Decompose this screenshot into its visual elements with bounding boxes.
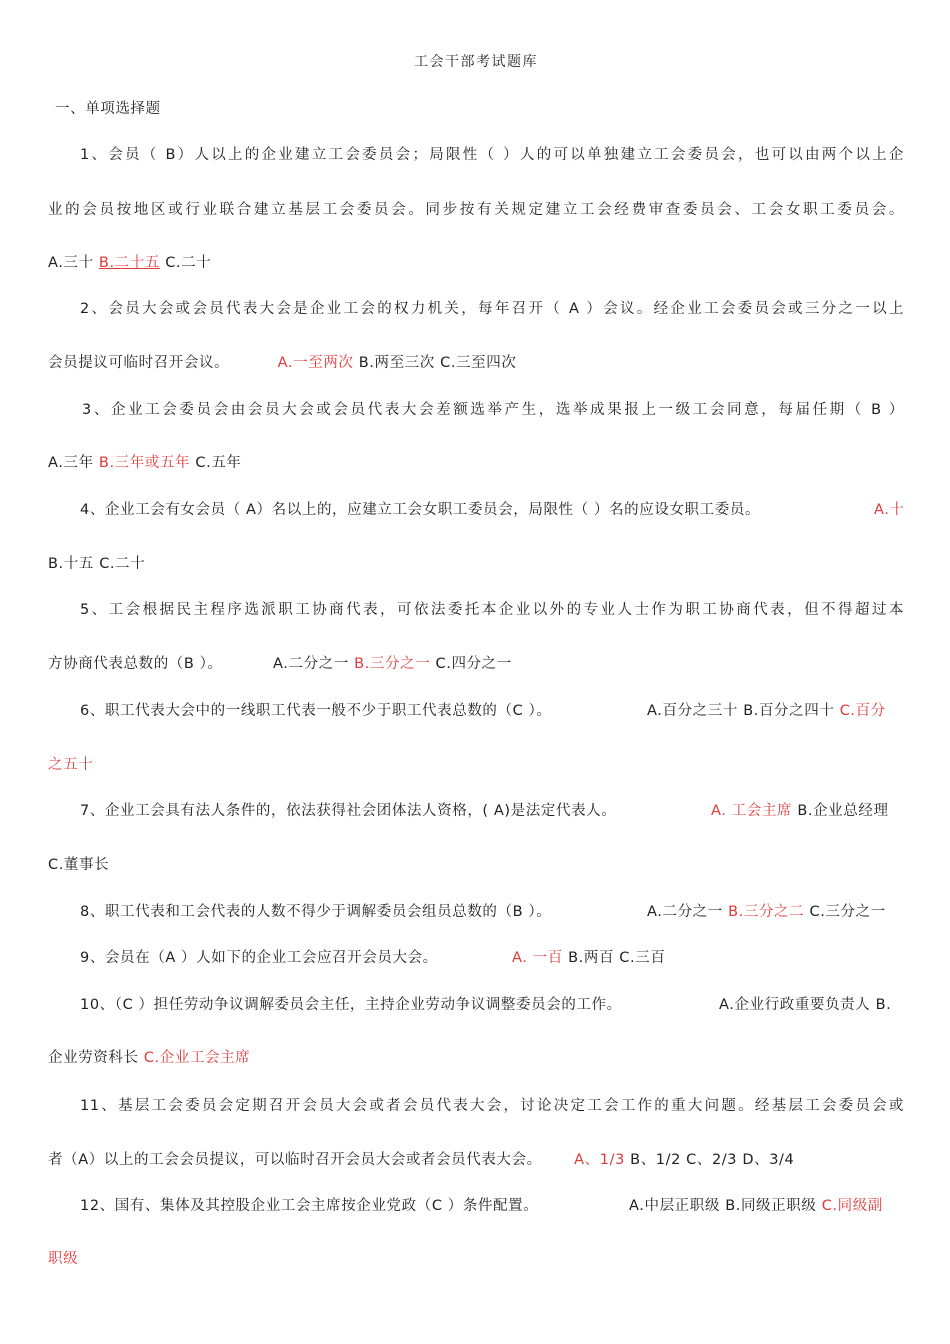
q8-option-b-answer: B.三分之二 [728, 904, 805, 920]
q11-option-a-answer: A、1/3 [574, 1152, 625, 1168]
q12-option-c-answer-part-1: C.同级副 [821, 1198, 883, 1214]
q4-option-a-answer: A.十 [874, 502, 905, 518]
q11-option-b: B、1/2 [630, 1152, 681, 1168]
page-title: 工会干部考试题库 [414, 54, 538, 70]
question-11-line-2 [48, 1150, 794, 1170]
q10-option-a: A.企业行政重要负责人 [719, 997, 871, 1013]
question-8-line-1: 8、职工代表和工会代表的人数不得少于调解委员会组员总数的（B ）。 [80, 904, 552, 920]
q9-option-a-answer: A. 一百 [512, 950, 563, 966]
q3-option-c: C.五年 [195, 455, 242, 471]
q10-option-c-answer: C.企业工会主席 [143, 1050, 251, 1066]
question-8-options [647, 902, 886, 922]
q12-option-c-answer-part-2: 职级 [48, 1251, 79, 1267]
question-6-line-1: 6、职工代表大会中的一线职工代表一般不少于职工代表总数的（C ）。 [80, 703, 552, 719]
q8-option-c: C.三分之一 [809, 904, 886, 920]
q3-option-a: A.三年 [48, 455, 94, 471]
question-3-options [48, 453, 242, 473]
question-7-line-1: 7、企业工会具有法人条件的，依法获得社会团体法人资格，( A)是法定代表人。 [80, 803, 617, 819]
q6-option-b: B.百分之四十 [743, 703, 835, 719]
question-2-line-1: 2、会员大会或会员代表大会是企业工会的权力机关，每年召开（ A ）会议。经企业工会委员会或三分之一以上 [80, 301, 904, 317]
question-5-line-2 [48, 654, 512, 674]
question-7-options [711, 801, 889, 821]
q5-text: 方协商代表总数的（B ）。 [48, 656, 223, 672]
q4-option-c: C.二十 [99, 556, 146, 572]
q8-option-a: A.二分之一 [647, 904, 723, 920]
q4-option-b: B.十五 [48, 556, 94, 572]
q5-option-a: A.二分之一 [273, 656, 349, 672]
q10-option-b-part-1: B. [875, 997, 892, 1013]
question-1-line-1: 1、会员（ B）人以上的企业建立工会委员会；局限性（ ）人的可以单独建立工会委员会，也可以由两个以上企 [80, 147, 904, 163]
question-10-options [719, 995, 891, 1015]
q6-option-c-answer-part-1: C.百分 [839, 703, 886, 719]
q2-option-c: C.三至四次 [440, 355, 517, 371]
q11-option-c: C、2/3 [686, 1152, 738, 1168]
question-11-line-1: 11、基层工会委员会定期召开会员大会或者会员代表大会，讨论决定工会工作的重大问题。经基层工会委员会或 [80, 1098, 904, 1114]
q12-option-a: A.中层正职级 [629, 1198, 720, 1214]
question-4-line-1: 4、企业工会有女会员（ A）名以上的，应建立工会女职工委员会，局限性（ ）名的应设女职工委员。 [80, 502, 761, 518]
question-1-line-2: 业的会员按地区或行业联合建立基层工会委员会。同步按有关规定建立工会经费审查委员会、工会女职工委员会。 [48, 202, 904, 218]
question-9-line-1: 9、会员在（A ）人如下的企业工会应召开会员大会。 [80, 950, 438, 966]
q2-option-b: B.两至三次 [358, 355, 435, 371]
q11-text: 者（A）以上的工会会员提议，可以临时召开会员大会或者会员代表大会。 [48, 1152, 542, 1168]
q1-option-c: C.二十 [165, 255, 212, 271]
q3-option-b-answer: B.三年或五年 [98, 455, 191, 471]
question-10-line-1: 10、（C ）担任劳动争议调解委员会主任，主持企业劳动争议调整委员会的工作。 [80, 997, 622, 1013]
q2-option-a-answer: A.一至两次 [277, 355, 354, 371]
q7-option-a-answer: A. 工会主席 [711, 803, 793, 819]
section-heading: 一、单项选择题 [55, 101, 161, 117]
question-12-line-1: 12、国有、集体及其控股企业工会主席按企业党政（C ）条件配置。 [80, 1198, 539, 1214]
q9-option-b: B.两百 [568, 950, 615, 966]
q12-option-b: B.同级正职级 [725, 1198, 817, 1214]
q6-option-a: A.百分之三十 [647, 703, 738, 719]
q7-option-b: B.企业总经理 [797, 803, 889, 819]
question-5-line-1: 5、工会根据民主程序选派职工协商代表，可依法委托本企业以外的专业人士作为职工协商代表，但不得超过本 [80, 602, 904, 618]
question-10-line-2 [48, 1048, 250, 1068]
question-6-options [647, 701, 886, 721]
q9-option-c: C.三百 [619, 950, 666, 966]
q5-option-b-answer: B.三分之一 [354, 656, 431, 672]
q10-option-b-part-2: 企业劳资科长 [48, 1050, 139, 1066]
q1-option-a: A.三十 [48, 255, 94, 271]
q1-option-b-answer: B.二十五 [98, 255, 160, 271]
question-2-line-2 [48, 353, 516, 373]
q6-option-c-answer-part-2: 之五十 [48, 757, 94, 773]
question-1-options [48, 253, 211, 273]
question-12-options [629, 1196, 883, 1216]
q7-option-c: C.董事长 [48, 857, 110, 873]
q5-option-c: C.四分之一 [435, 656, 512, 672]
question-4-options [48, 554, 145, 574]
question-3-line-1: 3、企业工会委员会由会员大会或会员代表大会差额选举产生，选举成果报上一级工会同意，每届任期（ B ） [82, 402, 904, 418]
q2-text: 会员提议可临时召开会议。 [48, 355, 230, 371]
q11-option-d: D、3/4 [742, 1152, 795, 1168]
question-9-options [512, 948, 665, 968]
